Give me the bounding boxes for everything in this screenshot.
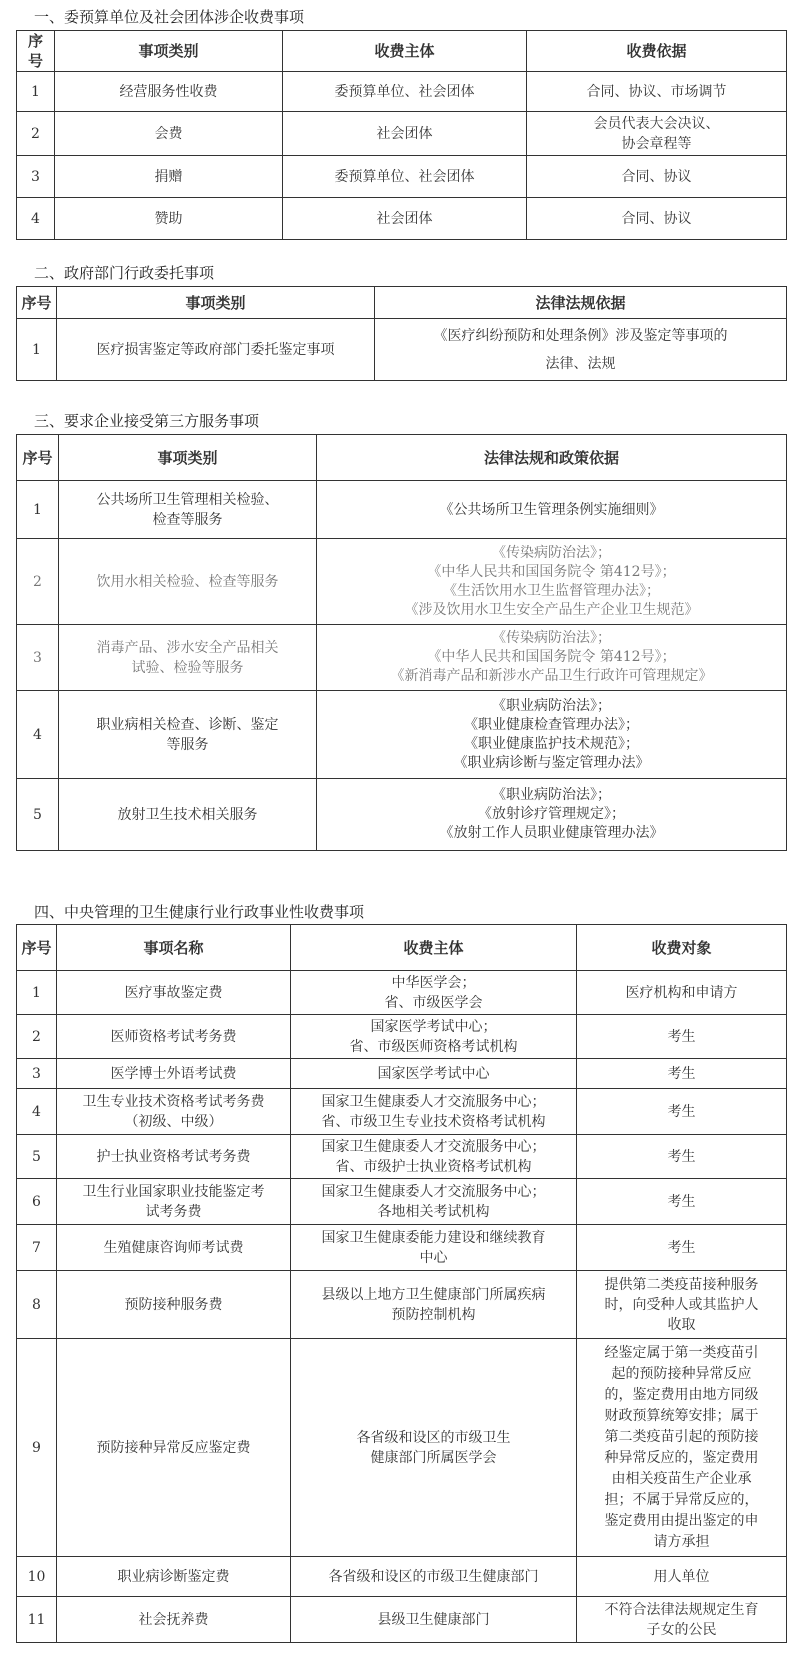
subject-cell: 各省级和设区的市级卫生 健康部门所属医学会 bbox=[291, 1339, 577, 1557]
target-cell: 不符合法律法规规定生育 子女的公民 bbox=[577, 1597, 787, 1643]
row-number: 10 bbox=[17, 1557, 57, 1597]
header-cell: 序号 bbox=[17, 925, 57, 971]
row-number: 1 bbox=[17, 72, 55, 112]
row-number: 1 bbox=[17, 319, 57, 381]
row-number: 1 bbox=[17, 971, 57, 1015]
subject-cell: 国家卫生健康委能力建设和继续教育 中心 bbox=[291, 1225, 577, 1271]
subject-cell: 社会团体 bbox=[283, 112, 527, 156]
row-number: 5 bbox=[17, 1135, 57, 1179]
row-number: 8 bbox=[17, 1271, 57, 1339]
table-header-row bbox=[17, 925, 787, 971]
target-cell: 考生 bbox=[577, 1015, 787, 1059]
subject-cell: 各省级和设区的市级卫生健康部门 bbox=[291, 1557, 577, 1597]
section3-title: 三、要求企业接受第三方服务事项 bbox=[34, 412, 260, 430]
row-number: 4 bbox=[17, 1089, 57, 1135]
table-row bbox=[17, 971, 787, 1015]
subject-cell: 国家卫生健康委人才交流服务中心； 省、市级护士执业资格考试机构 bbox=[291, 1135, 577, 1179]
category-cell: 职业病相关检查、诊断、鉴定 等服务 bbox=[59, 691, 317, 779]
category-cell: 公共场所卫生管理相关检验、 检查等服务 bbox=[59, 481, 317, 539]
category-cell: 放射卫生技术相关服务 bbox=[59, 779, 317, 851]
section4-title: 四、中央管理的卫生健康行业行政事业性收费事项 bbox=[34, 903, 365, 921]
header-cell: 事项类别 bbox=[57, 287, 375, 319]
target-cell: 考生 bbox=[577, 1089, 787, 1135]
basis-cell: 合同、协议 bbox=[527, 156, 787, 198]
target-cell: 考生 bbox=[577, 1135, 787, 1179]
basis-cell: 《职业病防治法》； 《放射诊疗管理规定》； 《放射工作人员职业健康管理办法》 bbox=[317, 779, 787, 851]
table-row bbox=[17, 481, 787, 539]
header-cell: 法律法规和政策依据 bbox=[317, 435, 787, 481]
row-number: 5 bbox=[17, 779, 59, 851]
subject-cell: 县级卫生健康部门 bbox=[291, 1597, 577, 1643]
basis-cell: 《传染病防治法》； 《中华人民共和国国务院令 第412号》； 《新消毒产品和新涉水产品卫生行政许可管理规定》 bbox=[317, 625, 787, 691]
section1-title: 一、委预算单位及社会团体涉企收费事项 bbox=[34, 8, 305, 26]
table-row bbox=[17, 319, 787, 381]
target-cell: 考生 bbox=[577, 1225, 787, 1271]
row-number: 1 bbox=[17, 481, 59, 539]
basis-cell: 《职业病防治法》； 《职业健康检查管理办法》； 《职业健康监护技术规范》； 《职业病诊断与鉴定管理办法》 bbox=[317, 691, 787, 779]
category-cell: 捐赠 bbox=[55, 156, 283, 198]
subject-cell: 国家医学考试中心 bbox=[291, 1059, 577, 1089]
table-row bbox=[17, 625, 787, 691]
subject-cell: 委预算单位、社会团体 bbox=[283, 72, 527, 112]
header-cell: 收费主体 bbox=[283, 31, 527, 72]
table-row bbox=[17, 1015, 787, 1059]
category-cell: 医疗损害鉴定等政府部门委托鉴定事项 bbox=[57, 319, 375, 381]
table-row bbox=[17, 1271, 787, 1339]
table-row bbox=[17, 1089, 787, 1135]
target-cell: 医疗机构和申请方 bbox=[577, 971, 787, 1015]
basis-cell: 《医疗纠纷预防和处理条例》涉及鉴定等事项的 法律、法规 bbox=[375, 319, 787, 381]
basis-cell: 《传染病防治法》； 《中华人民共和国国务院令 第412号》； 《生活饮用水卫生监督管理办法》； 《涉及饮用水卫生安全产品生产企业卫生规范》 bbox=[317, 539, 787, 625]
table-row bbox=[17, 1597, 787, 1643]
subject-cell: 县级以上地方卫生健康部门所属疾病 预防控制机构 bbox=[291, 1271, 577, 1339]
row-number: 3 bbox=[17, 156, 55, 198]
item-name-cell: 医学博士外语考试费 bbox=[57, 1059, 291, 1089]
header-cell: 事项类别 bbox=[59, 435, 317, 481]
row-number: 2 bbox=[17, 112, 55, 156]
header-cell: 法律法规依据 bbox=[375, 287, 787, 319]
table-row bbox=[17, 539, 787, 625]
header-cell: 收费对象 bbox=[577, 925, 787, 971]
table-row bbox=[17, 1059, 787, 1089]
header-cell: 收费主体 bbox=[291, 925, 577, 971]
row-number: 11 bbox=[17, 1597, 57, 1643]
table-row bbox=[17, 779, 787, 851]
subject-cell: 中华医学会； 省、市级医学会 bbox=[291, 971, 577, 1015]
basis-cell: 会员代表大会决议、 协会章程等 bbox=[527, 112, 787, 156]
subject-cell: 国家卫生健康委人才交流服务中心； 各地相关考试机构 bbox=[291, 1179, 577, 1225]
table-row bbox=[17, 1225, 787, 1271]
item-name-cell: 生殖健康咨询师考试费 bbox=[57, 1225, 291, 1271]
target-cell: 提供第二类疫苗接种服务 时，向受种人或其监护人 收取 bbox=[577, 1271, 787, 1339]
category-cell: 消毒产品、涉水安全产品相关 试验、检验等服务 bbox=[59, 625, 317, 691]
table-row bbox=[17, 1339, 787, 1557]
row-number: 4 bbox=[17, 198, 55, 240]
header-cell: 收费依据 bbox=[527, 31, 787, 72]
target-cell: 考生 bbox=[577, 1179, 787, 1225]
target-cell: 考生 bbox=[577, 1059, 787, 1089]
section3-table bbox=[16, 434, 787, 851]
item-name-cell: 卫生专业技术资格考试考务费 （初级、中级） bbox=[57, 1089, 291, 1135]
subject-cell: 国家卫生健康委人才交流服务中心； 省、市级卫生专业技术资格考试机构 bbox=[291, 1089, 577, 1135]
table-header-row bbox=[17, 435, 787, 481]
header-cell: 序号 bbox=[17, 435, 59, 481]
table-row bbox=[17, 198, 787, 240]
basis-cell: 合同、协议、市场调节 bbox=[527, 72, 787, 112]
section2-title: 二、政府部门行政委托事项 bbox=[34, 264, 215, 282]
row-number: 9 bbox=[17, 1339, 57, 1557]
table-row bbox=[17, 1135, 787, 1179]
category-cell: 会费 bbox=[55, 112, 283, 156]
table-header-row bbox=[17, 31, 787, 72]
row-number: 3 bbox=[17, 625, 59, 691]
header-cell: 序号 bbox=[17, 287, 57, 319]
section2-table bbox=[16, 286, 787, 381]
subject-cell: 社会团体 bbox=[283, 198, 527, 240]
table-row bbox=[17, 1179, 787, 1225]
header-cell: 事项名称 bbox=[57, 925, 291, 971]
subject-cell: 委预算单位、社会团体 bbox=[283, 156, 527, 198]
table-row bbox=[17, 156, 787, 198]
table-header-row bbox=[17, 287, 787, 319]
table-row bbox=[17, 72, 787, 112]
item-name-cell: 社会抚养费 bbox=[57, 1597, 291, 1643]
item-name-cell: 预防接种异常反应鉴定费 bbox=[57, 1339, 291, 1557]
table-row bbox=[17, 1557, 787, 1597]
table-row bbox=[17, 112, 787, 156]
item-name-cell: 卫生行业国家职业技能鉴定考 试考务费 bbox=[57, 1179, 291, 1225]
row-number: 2 bbox=[17, 539, 59, 625]
subject-cell: 国家医学考试中心； 省、市级医师资格考试机构 bbox=[291, 1015, 577, 1059]
category-cell: 经营服务性收费 bbox=[55, 72, 283, 112]
table-row bbox=[17, 691, 787, 779]
header-cell: 序号 bbox=[17, 31, 55, 72]
item-name-cell: 医师资格考试考务费 bbox=[57, 1015, 291, 1059]
basis-cell: 《公共场所卫生管理条例实施细则》 bbox=[317, 481, 787, 539]
category-cell: 赞助 bbox=[55, 198, 283, 240]
item-name-cell: 预防接种服务费 bbox=[57, 1271, 291, 1339]
item-name-cell: 职业病诊断鉴定费 bbox=[57, 1557, 291, 1597]
row-number: 2 bbox=[17, 1015, 57, 1059]
row-number: 3 bbox=[17, 1059, 57, 1089]
section4-table bbox=[16, 924, 787, 1643]
category-cell: 饮用水相关检验、检查等服务 bbox=[59, 539, 317, 625]
item-name-cell: 医疗事故鉴定费 bbox=[57, 971, 291, 1015]
row-number: 6 bbox=[17, 1179, 57, 1225]
section1-table bbox=[16, 30, 787, 240]
row-number: 4 bbox=[17, 691, 59, 779]
item-name-cell: 护士执业资格考试考务费 bbox=[57, 1135, 291, 1179]
header-cell: 事项类别 bbox=[55, 31, 283, 72]
target-cell: 用人单位 bbox=[577, 1557, 787, 1597]
target-cell: 经鉴定属于第一类疫苗引 起的预防接种异常反应 的，鉴定费用由地方同级 财政预算统筹安排；属于 第二类疫苗引起的预防接 种异常反应的，鉴定费用 由相关疫苗生产企业承 担；不属于异常反应的， 鉴定费用由提出鉴定的申 请方承担 bbox=[577, 1339, 787, 1557]
row-number: 7 bbox=[17, 1225, 57, 1271]
basis-cell: 合同、协议 bbox=[527, 198, 787, 240]
